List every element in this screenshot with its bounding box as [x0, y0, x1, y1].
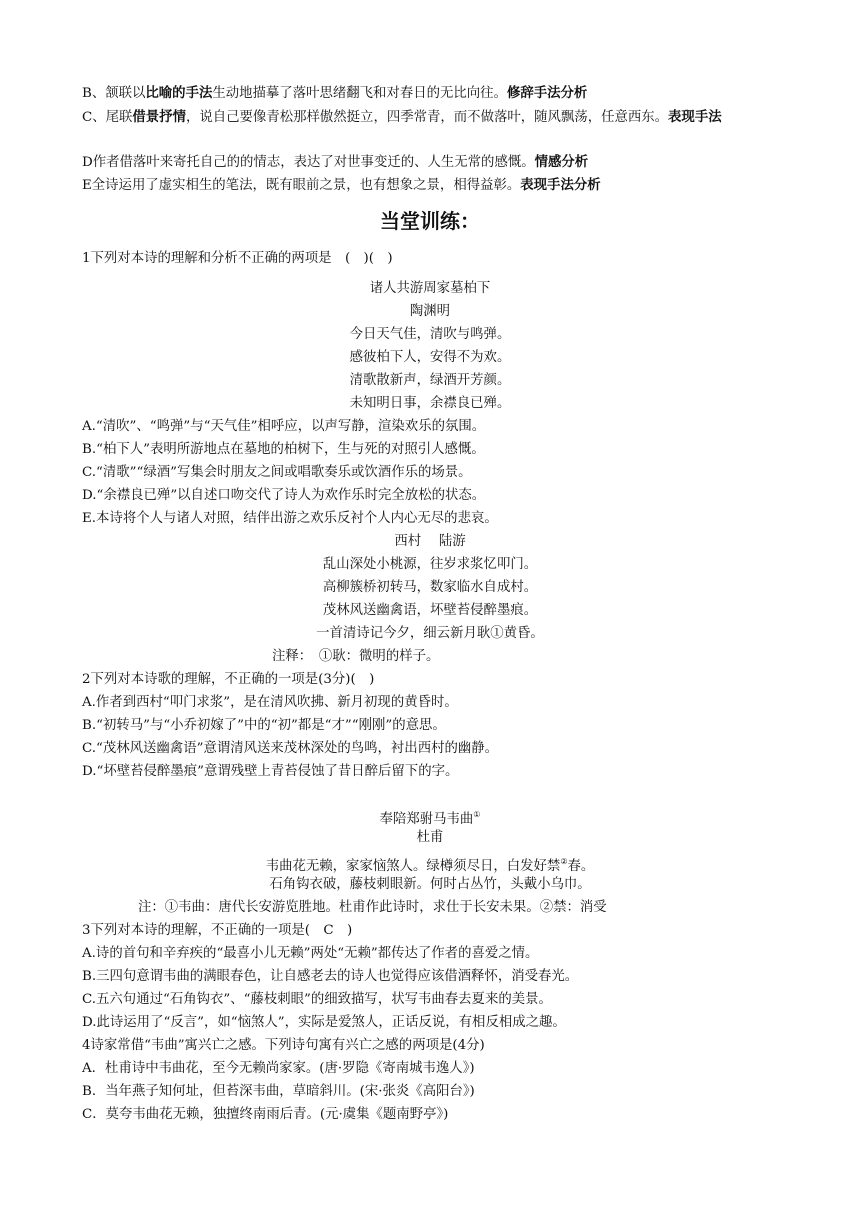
question-2-option: C.“茂林风送幽禽语”意谓清风送来茂林深处的鸟鸣，衬出西村的幽静。: [82, 741, 499, 756]
poem-3-footnote-mark: ②: [560, 857, 568, 866]
poem-1-line: 今日天气佳，清吹与鸣弹。: [349, 327, 511, 342]
question-3-option: A.诗的首句和辛弃疾的“最喜小儿无赖”两处“无赖”都传达了作者的喜爱之情。: [82, 946, 539, 961]
question-4-stem: 4诗家常借“韦曲”寓兴亡之感。下列诗句寓有兴亡之感的两项是(4分): [82, 1038, 485, 1053]
question-4-option: A．杜甫诗中韦曲花，至今无赖尚家家。(唐·罗隐《寄南城韦逸人》): [82, 1061, 475, 1076]
poem-3-line: [0, 853, 860, 876]
analysis-c-prefix: C、尾联: [82, 110, 133, 125]
poem-3-note: 注：①韦曲：唐代长安游览胜地。杜甫作此诗时，求仕于长安未果。②禁：消受: [138, 900, 607, 915]
question-2-stem: 2下列对本诗歌的理解，不正确的一项是(3分)( ): [82, 672, 375, 687]
question-2-option: B.“初转马”与“小乔初嫁了”中的“初”都是“才”“刚刚”的意思。: [82, 718, 446, 733]
question-3-stem: 3下列对本诗的理解，不正确的一项是( C ): [82, 923, 353, 938]
poem-2-line: 一首清诗记今夕，细云新月耿①黄昏。: [316, 626, 544, 641]
poem-3-title-footnote-mark: ①: [473, 810, 481, 819]
poem-1-title: 诸人共游周家墓柏下: [369, 281, 491, 296]
question-1-option: C.“清歌”“绿酒”写集会时朋友之间或唱歌奏乐或饮酒作乐的场景。: [82, 465, 472, 480]
question-1-option: B.“柏下人”表明所游地点在墓地的柏树下，生与死的对照引人感慨。: [82, 442, 485, 457]
question-3-option: C.五六句通过“石角钩衣”、“藤枝刺眼”的细致描写，状写韦曲春去夏来的美景。: [82, 992, 552, 1007]
poem-3-line-end: 春。: [567, 859, 595, 874]
question-4-option: B．当年燕子知何址，但苔深韦曲，草暗斜川。(宋·张炎《高阳台》): [82, 1084, 475, 1099]
question-3-option: D.此诗运用了“反言”，如“恼煞人”，实际是爱煞人，正话反说，有相反相成之趣。: [82, 1015, 566, 1030]
analysis-e: [82, 177, 601, 195]
poem-1-line: 感彼柏下人，安得不为欢。: [349, 350, 511, 365]
poem-2-title: 西村 陆游: [394, 534, 466, 549]
question-1-stem: 1下列对本诗的理解和分析不正确的两项是 ( )( ): [82, 251, 393, 266]
question-1-option: E.本诗将个人与诸人对照，结伴出游之欢乐反衬个人内心无尽的悲哀。: [82, 511, 498, 526]
analysis-b-tag: 修辞手法分析: [506, 86, 588, 101]
poem-3-author: 杜甫: [416, 830, 444, 845]
poem-2-line: 乱山深处小桃源，往岁求浆忆叩门。: [322, 557, 538, 572]
analysis-b-bold-term: 比喻的手法: [145, 86, 213, 101]
question-1-option: A.“清吹”、“鸣弹”与“天气佳”相呼应，以声写静，渲染欢乐的氛围。: [82, 419, 486, 434]
poem-3-line: 石角钩衣破，藤枝刺眼新。何时占丛竹，头戴小乌巾。: [269, 877, 591, 892]
section-heading: 当堂训练：: [380, 209, 480, 233]
question-2-option: A.作者到西村“叩门求浆”，是在清风吹拂、新月初现的黄昏时。: [82, 695, 458, 710]
question-1-option: D.“余襟良已殚”以自述口吻交代了诗人为欢作乐时完全放松的状态。: [82, 488, 486, 503]
analysis-b-text: 生动地描摹了落叶思绪翻飞和对春日的无比向往。: [212, 86, 507, 101]
analysis-d-text: D作者借落叶来寄托自己的的情志，表达了对世事变迁的、人生无常的感慨。: [82, 155, 535, 170]
analysis-c: [82, 106, 782, 129]
poem-3-title: 奉陪郑驸马韦曲: [379, 812, 474, 827]
question-4-option: C．莫夸韦曲花无赖，独擅终南雨后青。(元·虞集《题南野亭》): [82, 1107, 449, 1122]
analysis-e-text: E全诗运用了虚实相生的笔法，既有眼前之景，也有想象之景，相得益彰。: [82, 178, 521, 193]
poem-2-line: 高柳簇桥初转马，数家临水自成村。: [322, 580, 538, 595]
poem-2-line: 茂林风送幽禽语，坏壁苔侵醉墨痕。: [322, 603, 538, 618]
analysis-b-prefix: B、颔联以: [82, 86, 146, 101]
poem-3-line-text: 韦曲花无赖，家家恼煞人。绿樽须尽日，白发好禁: [265, 859, 561, 874]
analysis-b: [82, 85, 587, 103]
poem-3-title-line: [0, 806, 860, 829]
poem-1-line: 清歌散新声，绿酒开芳颜。: [349, 373, 511, 388]
question-2-option: D.“坏壁苔侵醉墨痕”意谓残壁上青苔侵蚀了昔日醉后留下的字。: [82, 764, 459, 779]
analysis-c-tag: 表现手法: [668, 110, 722, 125]
analysis-d-tag: 情感分析: [534, 155, 589, 170]
question-3-option: B.三四句意谓韦曲的满眼春色，让自感老去的诗人也觉得应该借酒释怀，消受春光。: [82, 969, 579, 984]
poem-1-line: 未知明日事，余襟良已殚。: [349, 396, 511, 411]
analysis-c-text: ，说自己要像青松那样傲然挺立，四季常青，而不做落叶，随风飘荡，任意西东。: [185, 110, 669, 125]
poem-2-note: 注释： ①耿：微明的样子。: [272, 649, 440, 664]
analysis-c-bold-term: 借景抒情: [132, 110, 186, 125]
analysis-e-tag: 表现手法分析: [520, 178, 601, 193]
analysis-d: [82, 154, 588, 172]
poem-1-author: 陶渊明: [409, 304, 451, 319]
